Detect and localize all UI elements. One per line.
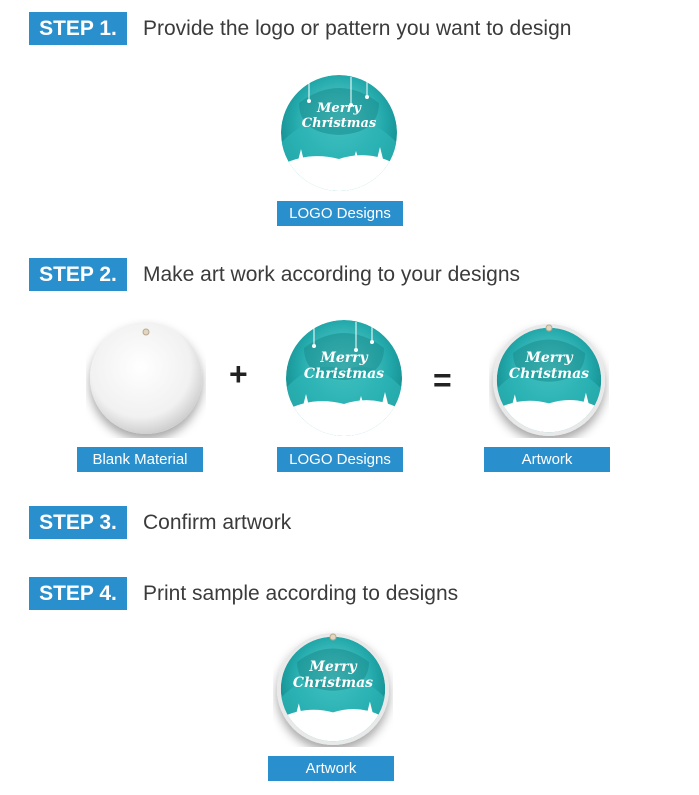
ornament-text-line2: Christmas: [292, 675, 374, 691]
ornament-text: [489, 350, 609, 382]
ornament-text-line1: Merry: [317, 101, 361, 116]
ornament-text-line2: Christmas: [303, 366, 385, 382]
step-2-text: Make art work according to your designs: [143, 263, 521, 286]
artwork-label-2: Artwork: [268, 756, 394, 781]
ornament-text: [279, 101, 399, 131]
step-1-text: Provide the logo or pattern you want to design: [143, 17, 572, 40]
equals-operator: =: [433, 362, 452, 398]
artwork-image-1: [489, 318, 609, 438]
step-4-badge: STEP 4.: [29, 577, 127, 610]
plus-operator: +: [229, 356, 248, 392]
blank-material-label: Blank Material: [77, 447, 203, 472]
logo-designs-label-2: LOGO Designs: [277, 447, 403, 472]
ornament-text-line2: Christmas: [301, 116, 377, 131]
blank-material-image: [86, 318, 206, 438]
ornament-text-line1: Merry: [525, 350, 573, 366]
step-2-badge: STEP 2.: [29, 258, 127, 291]
artwork-label-1: Artwork: [484, 447, 610, 472]
step-3-badge: STEP 3.: [29, 506, 127, 539]
ornament-text-line1: Merry: [309, 659, 357, 675]
logo-design-image-1: [279, 73, 399, 193]
step-4-text: Print sample according to designs: [143, 582, 459, 605]
logo-design-image-2: [284, 318, 404, 438]
logo-designs-label-1: LOGO Designs: [277, 201, 403, 226]
artwork-image-2: [273, 627, 393, 747]
ornament-text: [284, 350, 404, 382]
ornament-text-line1: Merry: [320, 350, 368, 366]
ornament-text: [273, 659, 393, 691]
step-3-text: Confirm artwork: [143, 511, 292, 534]
step-1-badge: STEP 1.: [29, 12, 127, 45]
ornament-text-line2: Christmas: [508, 366, 590, 382]
